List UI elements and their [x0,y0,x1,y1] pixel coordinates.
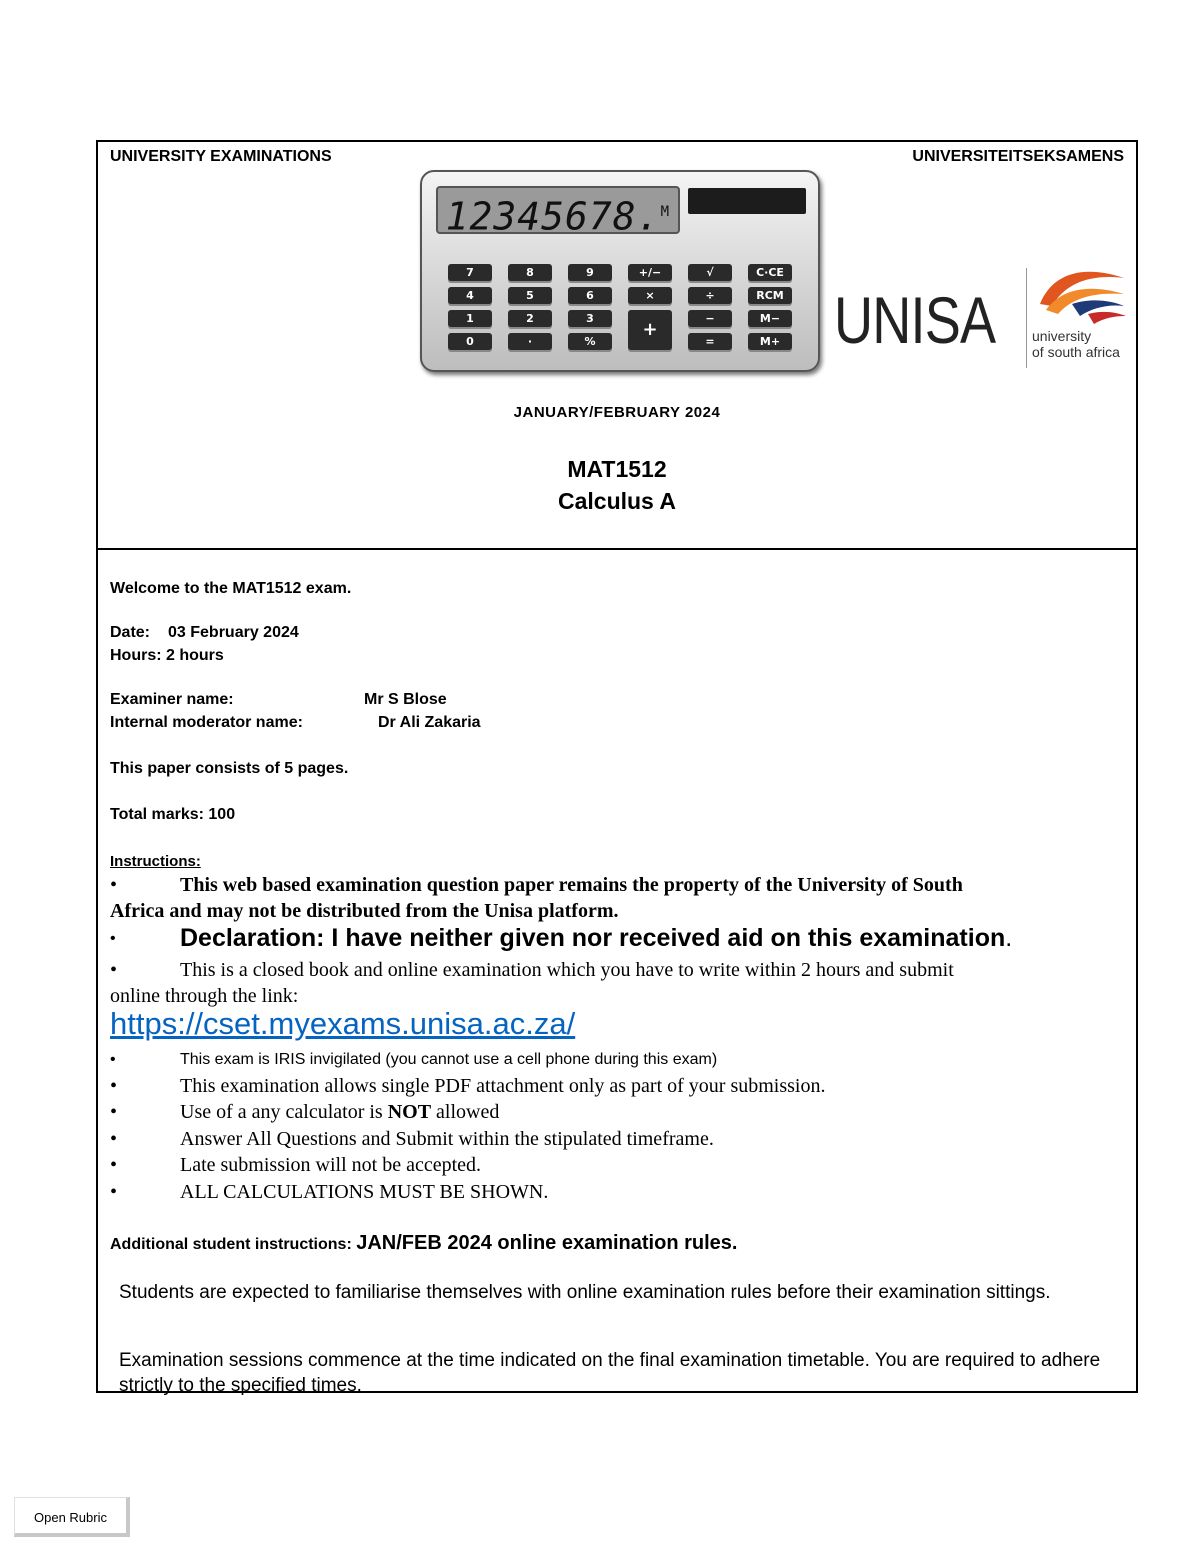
calculator-key: ÷ [688,287,732,304]
bullet-icon: • [110,1101,118,1123]
calculator-key: 7 [448,264,492,281]
calculator-key: M− [748,310,792,327]
calculator-key: · [508,333,552,350]
calculator-key: × [628,287,672,304]
page-count: This paper consists of 5 pages. [110,760,349,777]
calculator-key: + [628,310,672,350]
exam-date [110,624,299,642]
additional-label: Additional student instructions: [110,1236,352,1253]
exam-session: JANUARY/FEBRUARY 2024 [513,404,721,421]
unisa-tagline [1032,328,1120,360]
instruction-3-line1: This is a closed book and online examination which you have to write within 2 hours and submit [180,959,954,981]
examiner-value: Mr S Blose [364,691,447,708]
bullet-icon: • [110,959,118,981]
declaration-text [180,924,1012,953]
date-label: Date: [110,624,151,641]
bullet-icon: • [110,874,118,896]
bullet-icon: • [110,1181,118,1203]
instructions-heading: Instructions: [110,853,201,870]
rules-paragraph-1: Students are expected to familiarise themselves with online examination rules before their examination sittings. [119,1282,1051,1303]
calculator-key: 4 [448,287,492,304]
bullet-icon: • [110,930,116,947]
header-afrikaans: UNIVERSITEITSEKSAMENS [912,148,1124,165]
instruction-6-text [180,1101,499,1124]
calculator-key: +/− [628,264,672,281]
instruction-1-line2: Africa and may not be distributed from the Unisa platform. [110,900,619,922]
calculator-display [436,186,680,239]
calculator-key: 1 [448,310,492,327]
unisa-tagline-line2: of south africa [1032,344,1120,360]
calculator-memory-indicator: M [660,204,670,220]
calculator-key: = [688,333,732,350]
exam-portal-link[interactable]: https://cset.myexams.unisa.ac.za/ [110,1006,576,1041]
bullet-icon: • [110,1128,118,1150]
calculator-key: 0 [448,333,492,350]
module-code: MAT1512 [567,456,667,482]
moderator-label: Internal moderator name: [110,714,303,731]
date-value: 03 February 2024 [168,624,299,641]
instruction-6-emphasis: NOT [387,1101,432,1123]
open-rubric-button[interactable]: Open Rubric [14,1497,130,1537]
exam-hours [110,647,224,665]
calculator-illustration [420,170,820,372]
moderator-value: Dr Ali Zakaria [378,714,481,731]
calculator-key: √ [688,264,732,281]
calculator-key: 6 [568,287,612,304]
instruction-7-text: Answer All Questions and Submit within the stipulated timeframe. [180,1128,714,1150]
instruction-3-line2: online through the link: [110,985,299,1007]
declaration-period: . [1005,924,1013,952]
calculator-key: M+ [748,333,792,350]
calculator-key: 8 [508,264,552,281]
additional-instructions [110,1232,737,1255]
unisa-flag-logo-icon [1032,264,1128,326]
logo-divider [1026,268,1027,368]
examiner-label: Examiner name: [110,691,234,708]
section-divider [98,548,1136,550]
calculator-key: 3 [568,310,612,327]
unisa-tagline-line1: university [1032,328,1092,344]
declaration-statement: Declaration: I have neither given nor received aid on this examination [180,924,1006,952]
total-marks: Total marks: 100 [110,806,236,823]
calculator-key: − [688,310,732,327]
calculator-key: RCM [748,287,792,304]
hours-label: Hours: [110,647,162,664]
rules-paragraph-2: Examination sessions commence at the time indicated on the final examination timetable. You are required to adhere strictly to the specified times. [119,1350,1101,1396]
welcome-text: Welcome to the MAT1512 exam. [110,580,352,597]
bullet-icon: • [110,1051,116,1068]
instruction-6-post: allowed [431,1101,500,1123]
calculator-key: 2 [508,310,552,327]
unisa-wordmark: UNISA [834,283,996,357]
header-english: UNIVERSITY EXAMINATIONS [110,148,332,165]
instruction-6-pre: Use of a any calculator is [180,1101,388,1123]
calculator-key: C·CE [748,264,792,281]
hours-value: 2 hours [166,647,224,664]
calculator-display-digits: 12345678. [445,194,661,239]
bullet-icon: • [110,1154,118,1176]
calculator-key: 5 [508,287,552,304]
instruction-9-text: ALL CALCULATIONS MUST BE SHOWN. [180,1181,549,1203]
bullet-icon: • [110,1075,118,1097]
calculator-key: 9 [568,264,612,281]
instruction-1-line1: This web based examination question paper remains the property of the University of South [180,874,963,896]
instruction-5-text: This examination allows single PDF attachment only as part of your submission. [180,1075,826,1097]
additional-value: JAN/FEB 2024 online examination rules. [356,1232,738,1254]
instruction-8-text: Late submission will not be accepted. [180,1154,482,1176]
calculator-key: % [568,333,612,350]
instruction-4-text: This exam is IRIS invigilated (you cannot use a cell phone during this exam) [180,1051,718,1068]
exam-cover-frame [96,140,1138,1396]
module-title: Calculus A [557,488,676,514]
calculator-solar-panel [688,188,806,214]
